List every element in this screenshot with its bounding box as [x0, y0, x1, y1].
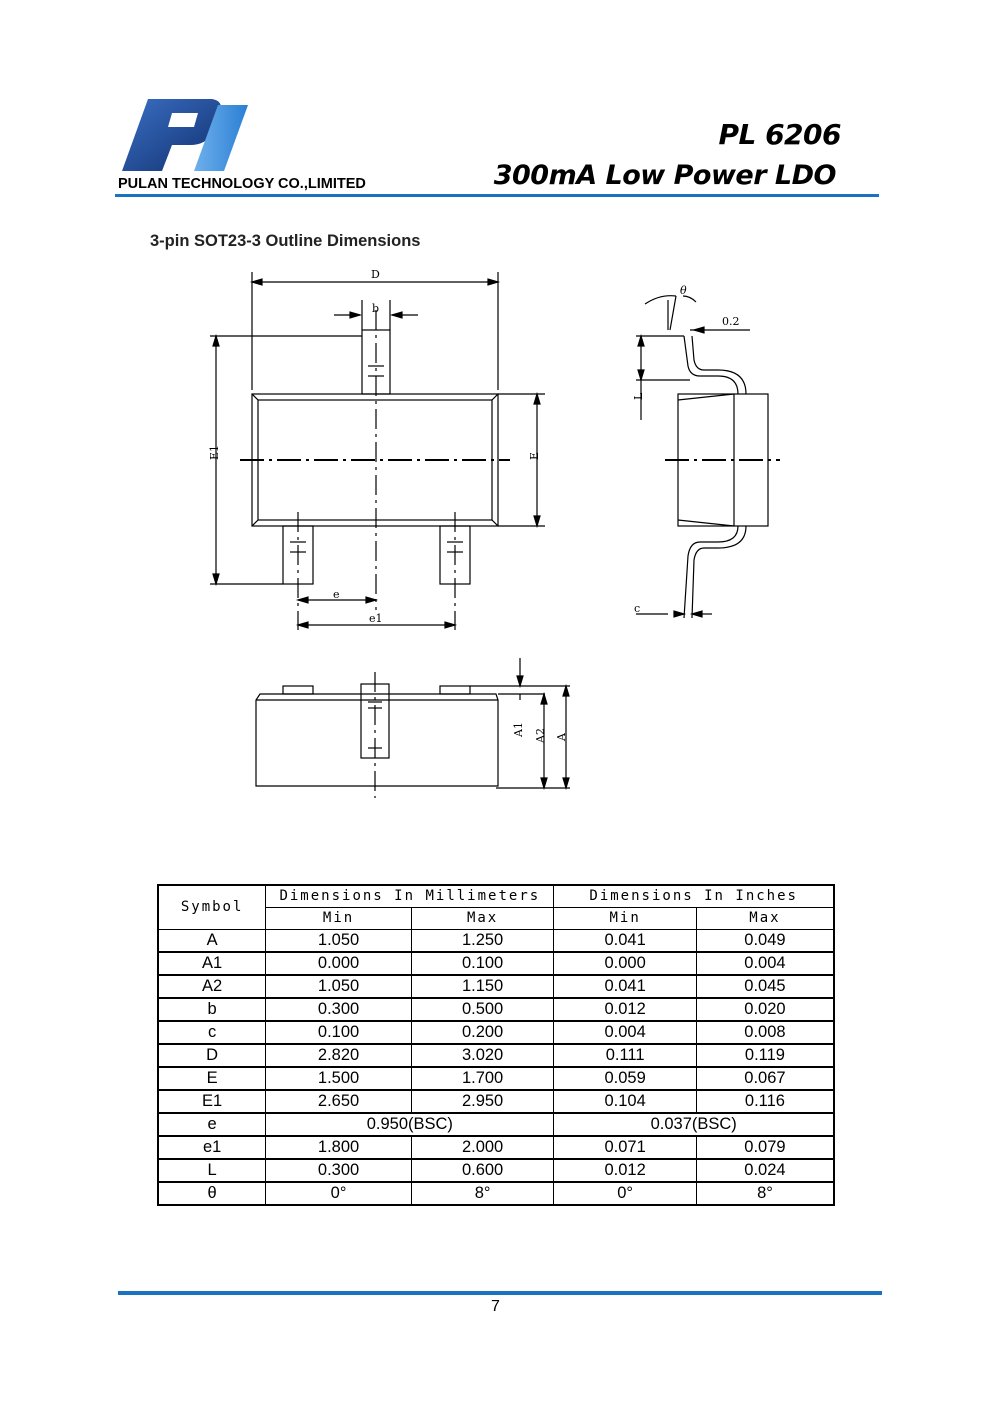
mm-header: Dimensions In Millimeters: [266, 885, 554, 908]
label-e: e: [333, 588, 340, 601]
table-row: b 0.300 0.500 0.012 0.020: [158, 998, 834, 1021]
table-row: A 1.050 1.250 0.041 0.049: [158, 930, 834, 953]
table-row: E1 2.650 2.950 0.104 0.116: [158, 1090, 834, 1113]
mm-max-header: Max: [411, 908, 554, 930]
table-row: L 0.300 0.600 0.012 0.024: [158, 1159, 834, 1182]
table-row: A2 1.050 1.150 0.041 0.045: [158, 975, 834, 998]
table-row: e1 1.800 2.000 0.071 0.079: [158, 1136, 834, 1159]
table-row: c 0.100 0.200 0.004 0.008: [158, 1021, 834, 1044]
in-max-header: Max: [696, 908, 834, 930]
part-number: PL 6206: [718, 118, 841, 151]
page-number: 7: [491, 1298, 500, 1315]
label-E1: E1: [208, 444, 221, 460]
label-theta: θ: [680, 284, 687, 297]
company-name: PULAN TECHNOLOGY CO.,LIMITED: [118, 176, 366, 192]
label-D: D: [371, 268, 380, 281]
label-e1: e1: [369, 612, 383, 625]
table-row: D 2.820 3.020 0.111 0.119: [158, 1044, 834, 1067]
label-gauge: 0.2: [722, 315, 740, 328]
dimensions-table: [157, 884, 835, 1206]
in-header: Dimensions In Inches: [554, 885, 834, 908]
table-row: E 1.500 1.700 0.059 0.067: [158, 1067, 834, 1090]
table-row: e 0.950(BSC) 0.037(BSC): [158, 1113, 834, 1136]
label-A2: A2: [534, 728, 547, 743]
section-title: 3-pin SOT23-3 Outline Dimensions: [150, 232, 421, 250]
product-subtitle: 300mA Low Power LDO: [493, 160, 836, 191]
footer-rule: [118, 1291, 882, 1295]
side-view-labels: [632, 284, 740, 615]
side-view: [636, 296, 780, 618]
top-view: [210, 272, 545, 630]
label-A1: A1: [512, 722, 525, 737]
label-c: c: [634, 602, 641, 615]
in-min-header: Min: [554, 908, 697, 930]
label-E: E: [528, 451, 541, 460]
label-A: A: [555, 733, 568, 741]
front-view-labels: [512, 722, 568, 744]
symbol-header: Symbol: [158, 885, 266, 930]
mm-min-header: Min: [266, 908, 412, 930]
label-L: L: [632, 392, 645, 400]
table-row: A1 0.000 0.100 0.000 0.004: [158, 952, 834, 975]
label-b: b: [372, 302, 380, 315]
table-row: θ 0° 8° 0° 8°: [158, 1182, 834, 1205]
